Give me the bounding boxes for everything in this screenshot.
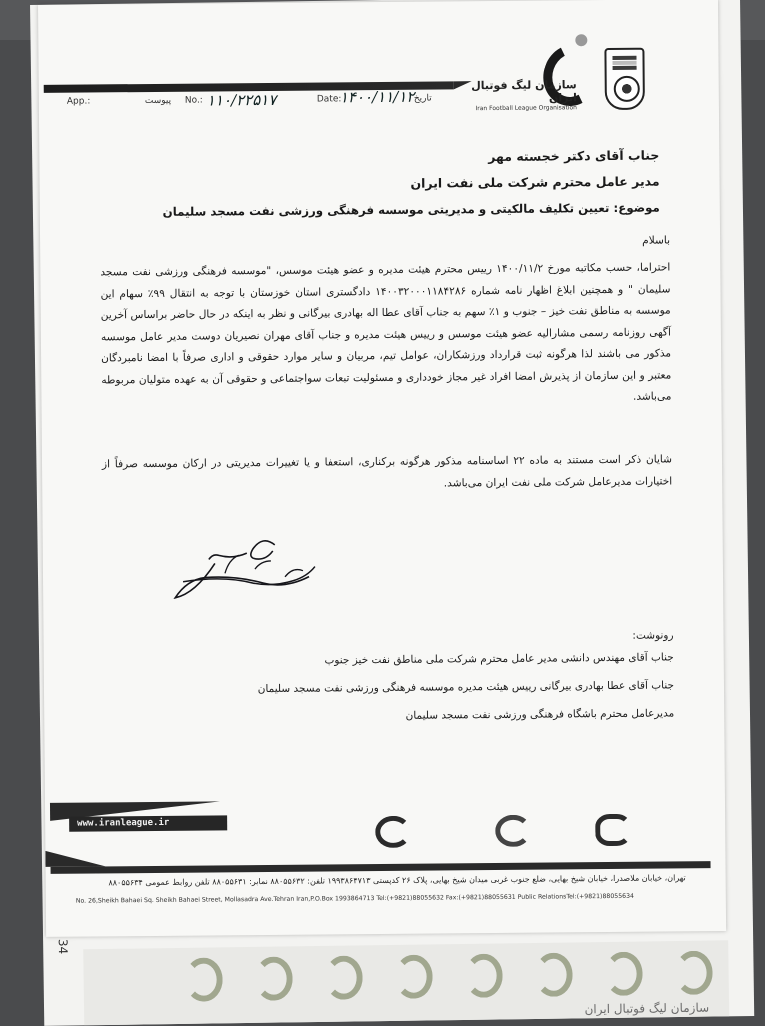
- website-link: www.iranleague.ir: [69, 815, 227, 831]
- cc-recipient: مدیرعامل محترم باشگاه فرهنگی ورزشی نفت مسجد سلیمان: [405, 707, 675, 722]
- sponsor-logo-icon: [367, 812, 417, 852]
- league-logo-icon: [598, 948, 637, 991]
- body-paragraph-1: احتراما، حسب مکاتبه مورخ ۱۴۰۰/۱۱/۲ رییس محترم هیئت مدیره و عضو هیئت موسس، "موسسه فرهنگی ورزشی نفت مسجد سلیمان " و همچنین ابلاغ اظهار نامه شماره ۱۴۰۰۳۲۰۰۰۱۱۸۴۲۸۶ دادگستری استان خوزستان با توجه به انتقال ۹۹٪ سهام این موسسه به مناطق نفت خیز – جنوب و ۱٪ سهم به جناب آقای عطا اله بهادری بیرگانی و نظر به اینکه در حال حاضر براساس آخرین آگهی روزنامه رسمی مشارالیه عضو هیئت موسس و رییس هیئت مدیره و جناب آقای مهران نصیریان دوست مدیر عامل موسسه مذکور می باشند لذا هرگونه ثبت قرارداد ورزشکاران، عوامل تیم، مربیان و سایر موارد حقوقی و اداری صرفاً با امضا نامبردگان معتبر و این سازمان از پذیرش امضا افراد غیر مجاز خودداری و مسئولیت تبعات سواجتماعی و حقوقی آن به عهده متولیان مربوطه می‌باشد.: [100, 261, 672, 403]
- reference-line: [67, 89, 467, 114]
- letter-page: [38, 0, 726, 937]
- league-logo-icon: [318, 951, 357, 994]
- org-name-en: Iran Football League Organisation: [475, 104, 577, 113]
- cc-recipient: جناب آقای مهندس دانشی مدیر عامل محترم شرکت ملی مناطق نفت خیز جنوب: [324, 651, 674, 667]
- signature-drawing: [155, 522, 336, 614]
- footer-bar: [51, 861, 711, 874]
- side-page-number: 34: [55, 938, 70, 955]
- addressee-name: جناب آقای دکتر خجسته مهر: [488, 147, 660, 165]
- footer-address-en: No. 26,Sheikh Bahaei Sq. Sheikh Bahaei Street, Mollasadra Ave.Tehran Iran,P.O.Box 1993864713 Tel:(+9821)88055632 Fax:(+9821)88055631 Public RelationsTel:(+9821)88055634: [75, 892, 634, 905]
- addressee-title: مدیر عامل محترم شرکت ملی نفت ایران: [410, 173, 660, 191]
- sponsor-logo-icon: [587, 810, 637, 850]
- letter-number: ۱۱۰/۲۲۵۱۷: [206, 90, 277, 110]
- league-logo-icon: [178, 953, 217, 996]
- league-logo-icon: [248, 952, 287, 995]
- app-label: App.:: [66, 96, 91, 107]
- underlying-org-name: سازمان لیگ فوتبال ایران: [584, 1000, 710, 1017]
- underlying-logo-strip: [83, 940, 729, 1025]
- football-icon: [614, 76, 640, 102]
- org-name-fa: سازمان لیگ فوتبال ایران: [471, 78, 577, 105]
- greeting: باسلام: [642, 234, 671, 247]
- cc-recipient: جناب آقای عطا بهادری بیرگانی رییس هیئت مدیره موسسه فرهنگی ورزشی نفت مسجد سلیمان: [257, 679, 675, 696]
- attachment-label: پیوست: [144, 95, 172, 107]
- letter-date: ۱۴۰۰/۱۱/۱۲: [339, 87, 415, 107]
- cc-heading: رونوشت:: [632, 629, 674, 642]
- subject-line: موضوع: تعیین تکلیف مالکیتی و مدیریتی موسسه فرهنگی ورزشی نفت مسجد سلیمان: [162, 200, 660, 219]
- league-logo-icon: [458, 950, 497, 993]
- sponsor-logo-icon: [487, 811, 537, 851]
- number-label: No.:: [184, 95, 203, 106]
- federation-emblem-icon: [604, 48, 645, 110]
- league-logo-icon: [528, 949, 567, 992]
- date-label: Date:: [316, 94, 342, 105]
- handwritten-signature: [155, 522, 336, 614]
- body-paragraph-2: شایان ذکر است مستند به ماده ۲۲ اساسنامه مذکور هرگونه برکناری، استعفا و یا تغییرات مدیریتی در ارکان موسسه صرفاً از اختیارات مدیرعامل شرکت ملی نفت ایران می‌باشد.: [101, 453, 673, 489]
- date-label-fa: تاریخ: [413, 93, 432, 104]
- org-name-block: [457, 78, 577, 112]
- footer-address-fa: تهران، خیابان ملاصدرا، خیابان شیخ بهایی، ضلع جنوب غربی میدان شیخ بهایی، پلاک ۲۶ کدپستی ۱۹۹۳۸۶۴۷۱۳ تلفن: ۸۸۰۵۵۶۳۲ نمابر: ۸۸۰۵۵۶۳۱ تلفن روابط عمومی ۸۸۰۵۵۶۳۴: [108, 873, 686, 888]
- league-logo-icon: [668, 947, 707, 990]
- league-logo-icon: [388, 951, 427, 994]
